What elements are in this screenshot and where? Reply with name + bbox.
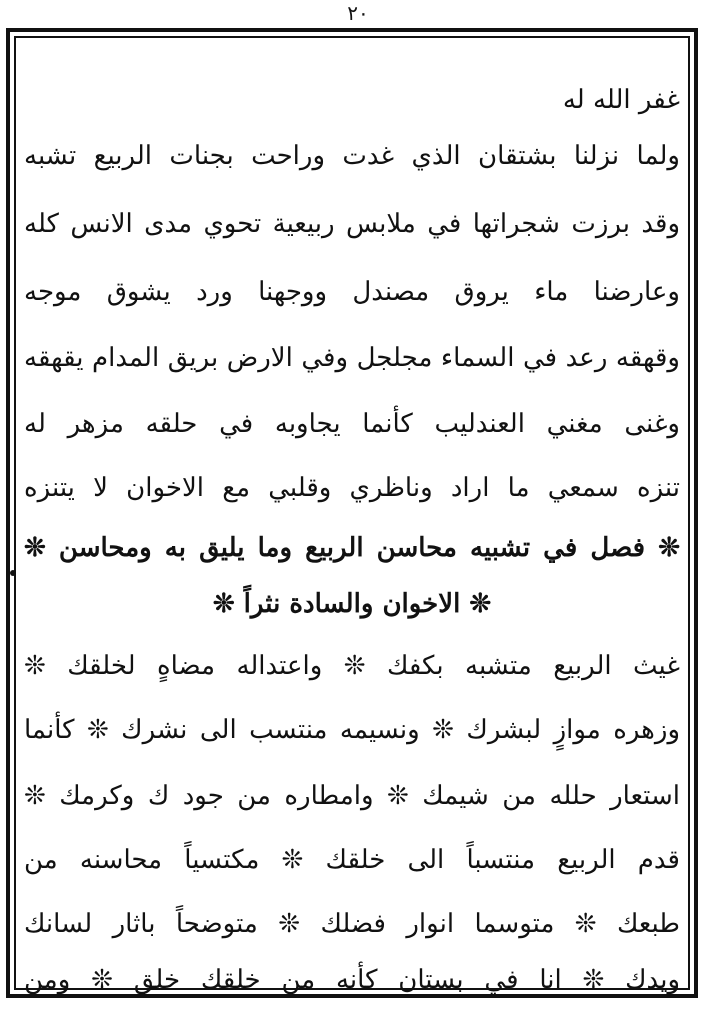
text-body — [22, 70, 686, 995]
prose-line: طبعك ❊ متوسما انوار فضلك ❊ متوضحاً باثار لسانك — [24, 909, 680, 939]
verse-line: وعارضنا ماء يروق مصندل ووجهنا ورد يشوق موجه — [24, 277, 680, 307]
verse-line: وقد برزت شجراتها في ملابس ربيعية تحوي مدى الانس كله — [24, 209, 680, 239]
prose-line: قدم الربيع منتسباً الى خلقك ❊ مكتسياً محاسنه من — [24, 845, 680, 875]
prose-line: غيث الربيع متشبه بكفك ❊ واعتداله مضاهٍ لخلقك ❊ — [24, 651, 680, 681]
verse-line: تنزه سمعي ما اراد وناظري وقلبي مع الاخوان لا يتنزه — [24, 473, 680, 503]
verse-line: وغنى مغني العندليب كأنما يجاوبه في حلقه مزهر له — [24, 409, 680, 439]
prose-line: استعار حلله من شيمك ❊ وامطاره من جود ك وكرمك ❊ — [24, 781, 680, 811]
page-number: ٢٠ — [347, 1, 369, 25]
section-heading-continued: ❊ الاخوان والسادة نثراً ❊ — [212, 589, 492, 619]
section-heading: ❊ فصل في تشبيه محاسن الربيع وما يليق به ومحاسن ❊ — [24, 533, 680, 563]
verse-line: وقهقه رعد في السماء مجلجل وفي الارض بريق المدام يقهقه — [24, 343, 680, 373]
text-line: غفر الله له — [562, 85, 680, 115]
prose-line: وزهره موازٍ لبشرك ❊ ونسيمه منتسب الى نشرك ❊ كأنما — [24, 715, 680, 745]
prose-line: ويدك ❊ انا في بستان كأنه من خلقك خلق ❊ ومن — [24, 965, 680, 995]
margin-mark — [10, 570, 16, 576]
verse-line: ولما نزلنا بشتقان الذي غدت وراحت بجنات الربيع تشبه — [24, 141, 680, 171]
